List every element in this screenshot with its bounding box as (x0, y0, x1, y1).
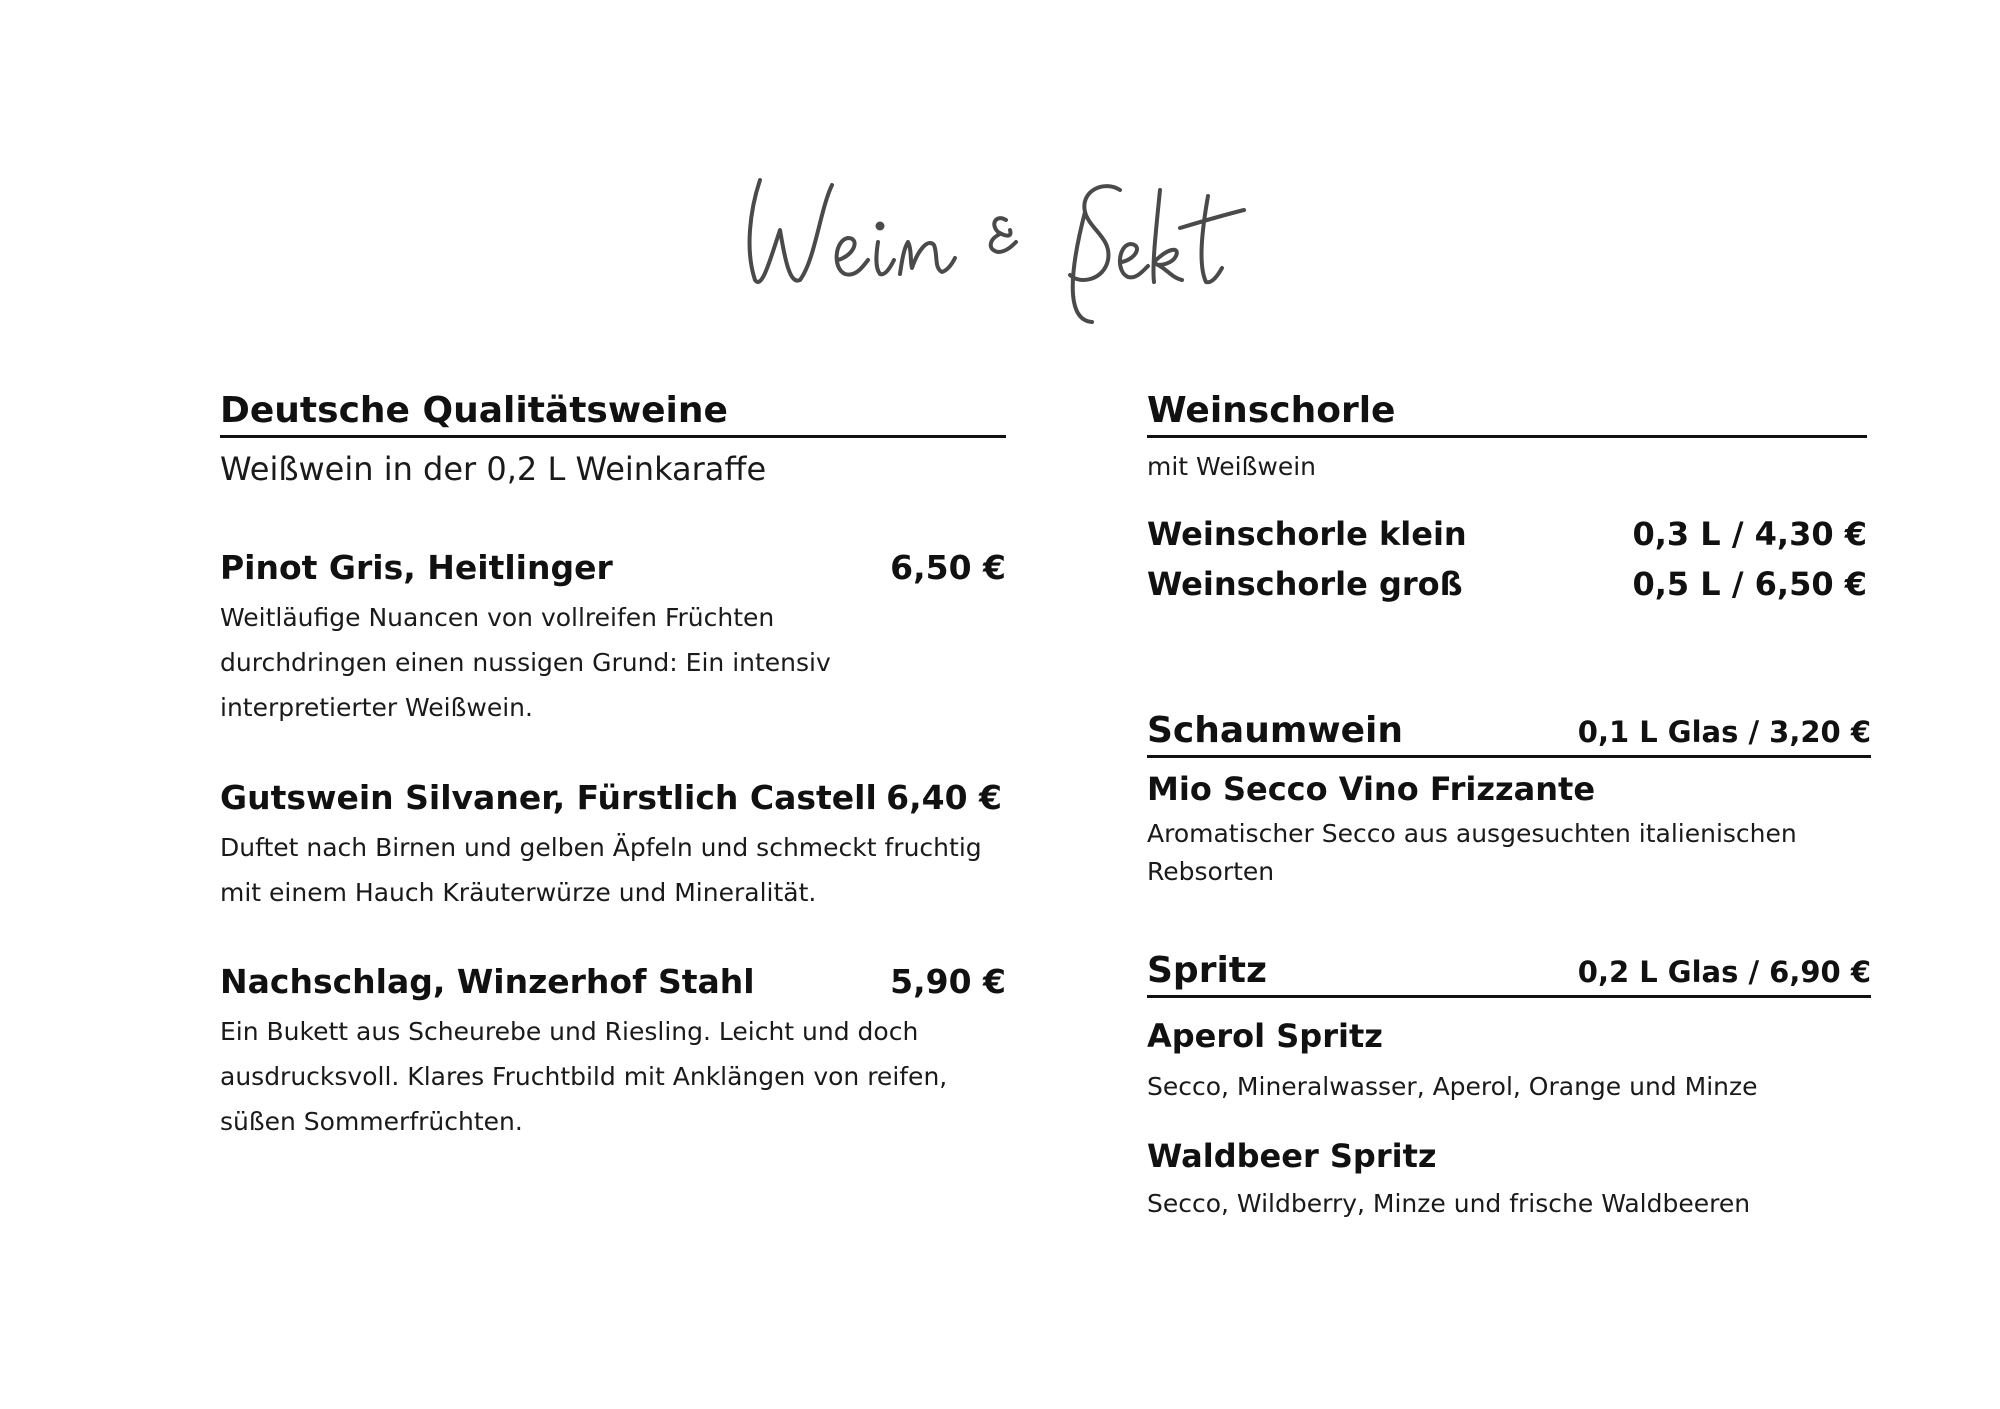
section-heading-weinschorle (1147, 392, 1867, 438)
wine-price: 6,50 € (890, 548, 1006, 587)
section-title: Deutsche Qualitätsweine (220, 390, 728, 431)
wine-price: 5,90 € (890, 962, 1006, 1001)
section-title: Schaumwein (1147, 710, 1403, 751)
wine-price: 6,40 € (886, 778, 1002, 817)
schorle-price: 0,5 L / 6,50 € (1632, 565, 1867, 603)
section-subtitle: mit Weißwein (1147, 452, 1316, 481)
schorle-item (1147, 515, 1867, 553)
schorle-name: Weinschorle klein (1147, 515, 1467, 553)
section-price: 0,2 L Glas / 6,90 € (1577, 955, 1871, 989)
schorle-price: 0,3 L / 4,30 € (1632, 515, 1867, 553)
wine-description: Ein Bukett aus Scheurebe und Riesling. Leicht und doch ausdrucksvoll. Klares Fruchtbild mit Anklängen von reifen, süßen Sommerfrüchten. (220, 1017, 948, 1136)
schorle-item (1147, 565, 1867, 603)
wine-description: Duftet nach Birnen und gelben Äpfeln und schmeckt fruchtig mit einem Hauch Kräuterwürze und Mineralität. (220, 833, 982, 907)
section-heading-spritz (1147, 950, 1871, 998)
schorle-name: Weinschorle groß (1147, 565, 1463, 603)
section-price: 0,1 L Glas / 3,20 € (1577, 715, 1871, 749)
section-title: Spritz (1147, 950, 1267, 991)
schaumwein-description: Aromatischer Secco aus ausgesuchten italienischen Rebsorten (1147, 819, 1797, 886)
section-heading-schaumwein (1147, 710, 1871, 758)
spritz-item-description: Secco, Wildberry, Minze und frische Waldbeeren (1147, 1189, 1751, 1218)
spritz-item-name: Aperol Spritz (1147, 1017, 1383, 1055)
title-script-logo (720, 150, 1280, 350)
wine-item (220, 778, 1002, 817)
section-title: Weinschorle (1147, 390, 1396, 431)
spritz-item-description: Secco, Mineralwasser, Aperol, Orange und Minze (1147, 1072, 1758, 1101)
spritz-item-name: Waldbeer Spritz (1147, 1137, 1437, 1175)
wine-item (220, 548, 1006, 587)
schaumwein-item-name: Mio Secco Vino Frizzante (1147, 770, 1596, 808)
wine-item (220, 962, 1006, 1001)
wine-description: Weitläufige Nuancen von vollreifen Früchten durchdringen einen nussigen Grund: Ein intensiv interpretierter Weißwein. (220, 603, 831, 722)
page-title (0, 150, 2000, 350)
section-subtitle: Weißwein in der 0,2 L Weinkaraffe (220, 450, 767, 488)
wine-name: Gutswein Silvaner, Fürstlich Castell (220, 778, 877, 817)
section-heading-deutsche-qualitaetsweine (220, 392, 1006, 438)
wine-name: Nachschlag, Winzerhof Stahl (220, 962, 755, 1001)
wine-name: Pinot Gris, Heitlinger (220, 548, 613, 587)
